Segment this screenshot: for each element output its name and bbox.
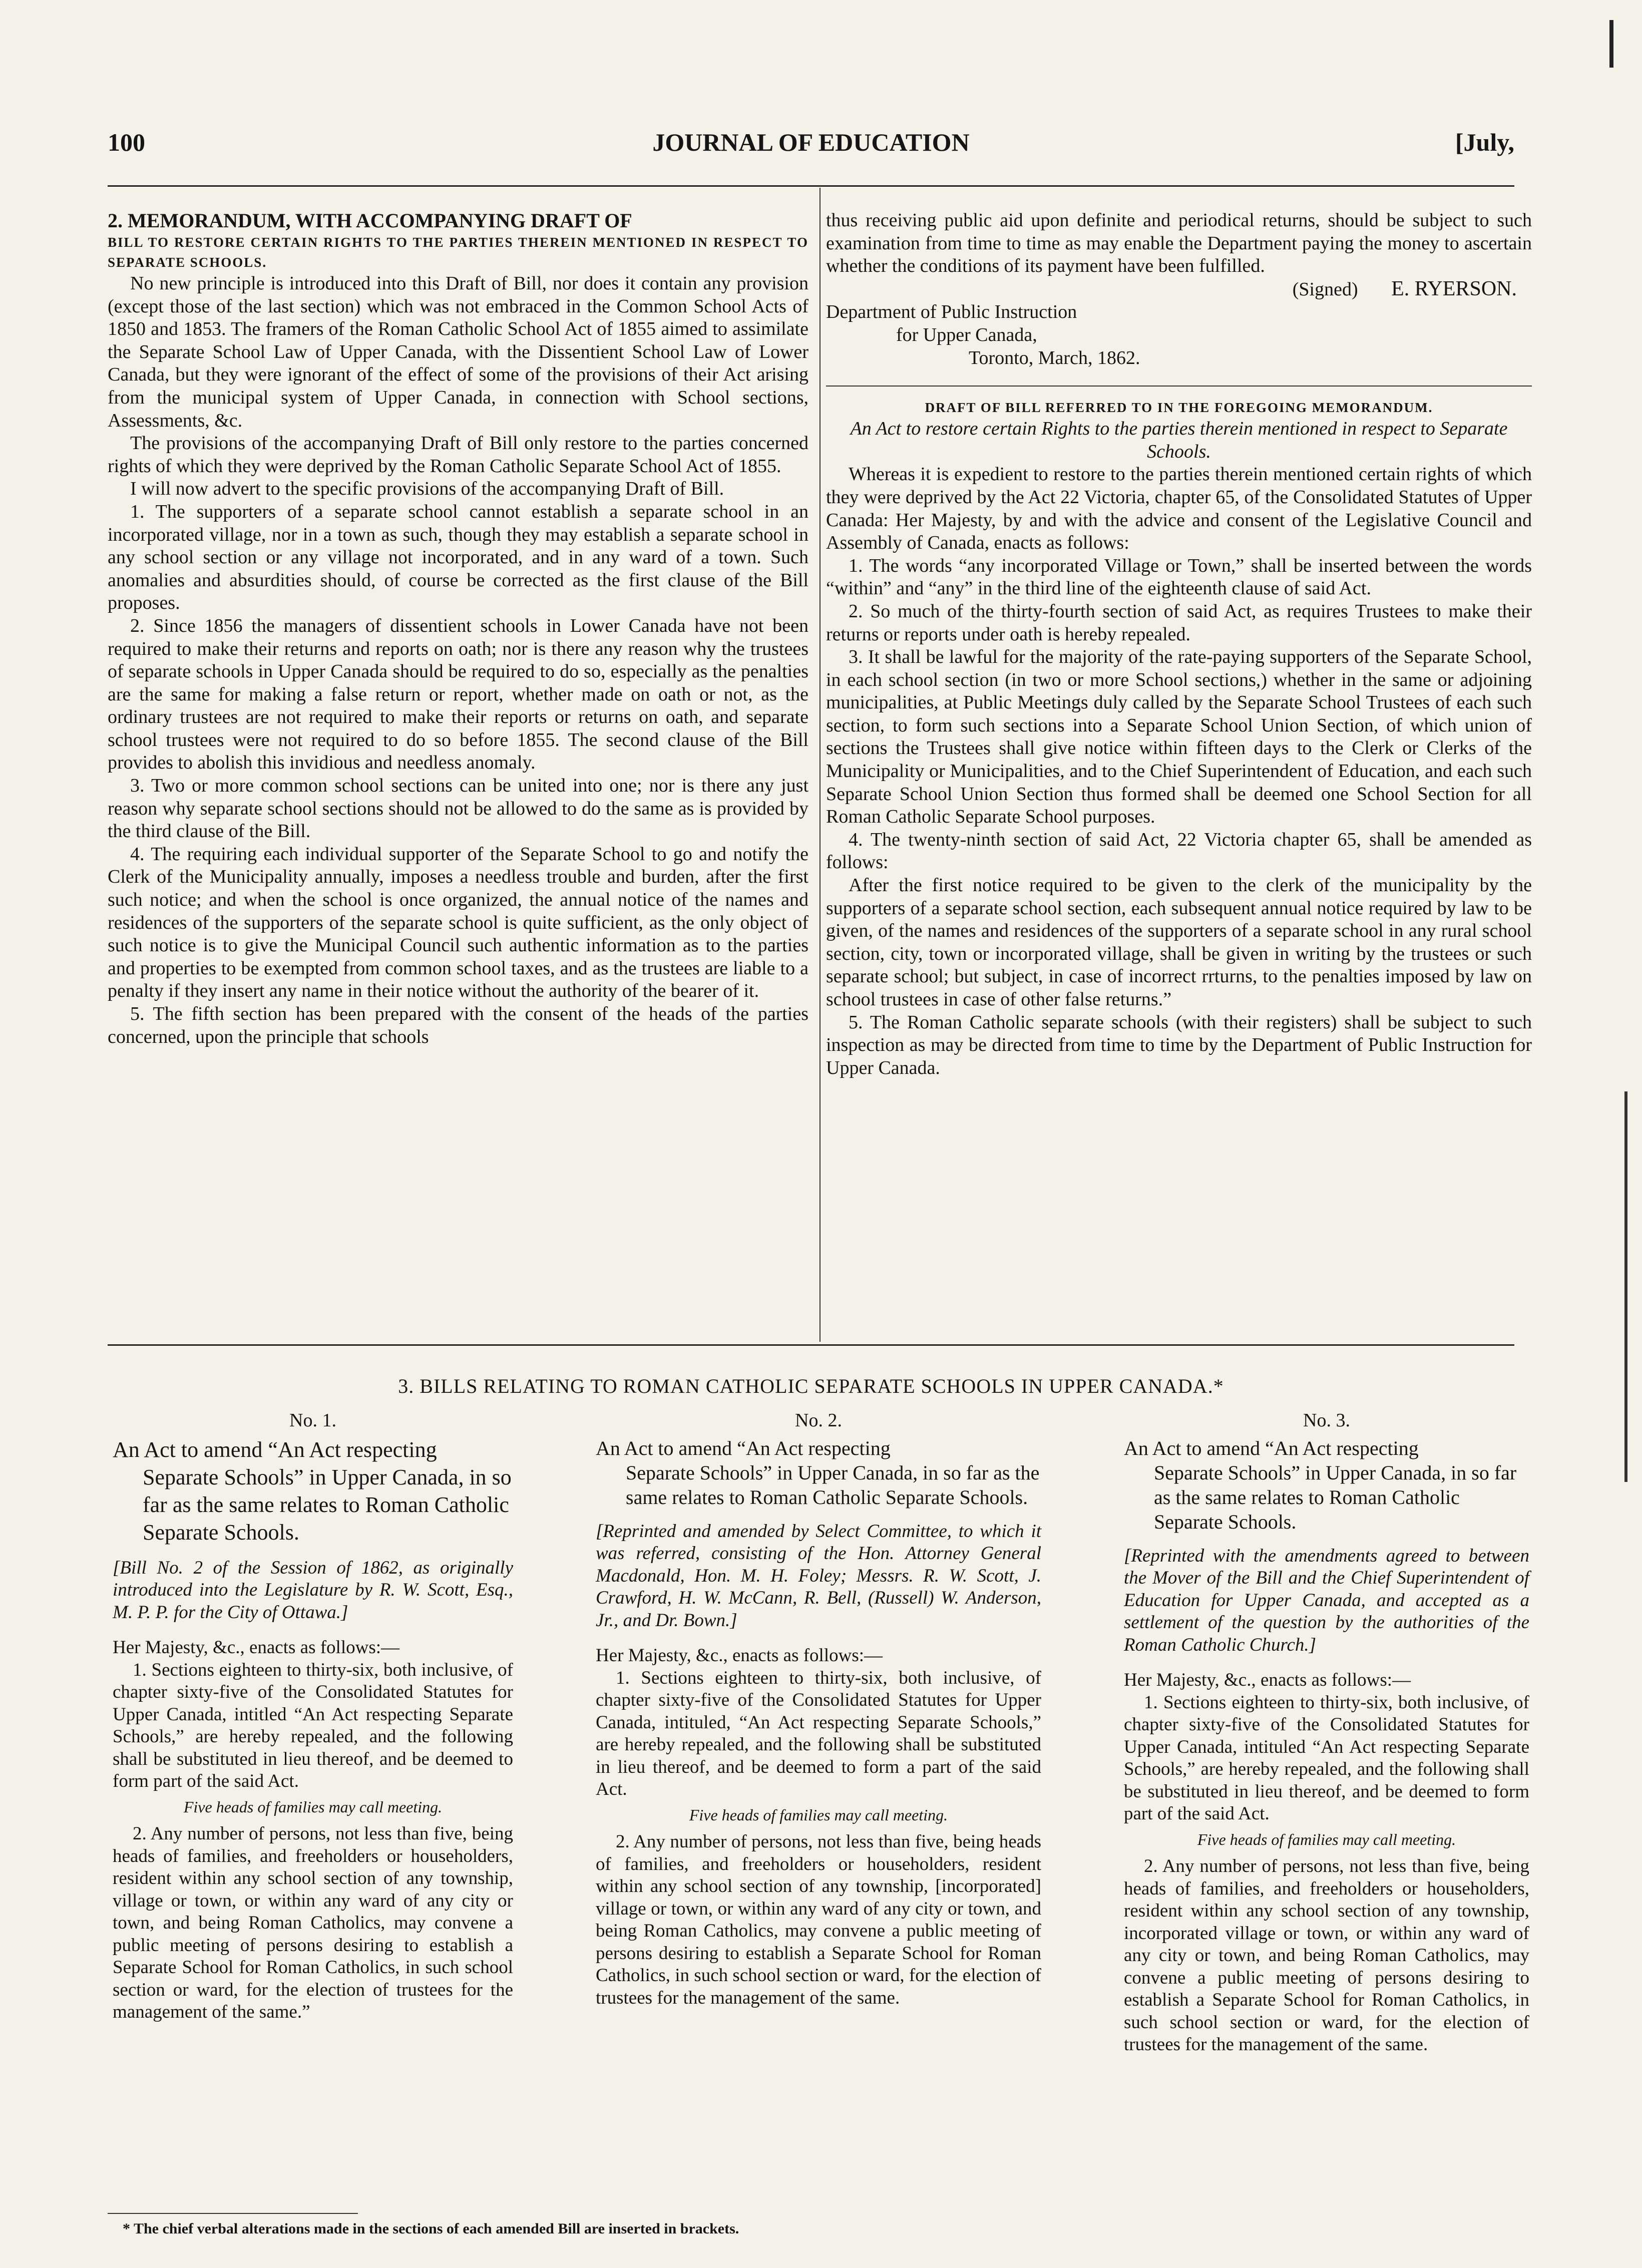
bill-note: [Bill No. 2 of the Session of 1862, as originally introduced into the Legislature by R. W. Scott, Esq., M. P. P. for the City of Ottawa.] [113,1557,513,1623]
memorandum-heading: 2. MEMORANDUM, WITH ACCOMPANYING DRAFT OF [108,209,632,232]
bill-title-line: An Act to amend “An Act respecting [113,1437,437,1462]
bill-title-line: An Act to amend “An Act respecting [1124,1436,1419,1459]
memorandum-paragraph: No new principle is introduced into this Draft of Bill, nor does it contain any provision (except those of the last section) which was not embraced in the Common School Acts of 1850 and 1853. The framers of the Roman Catholic School Act of 1855 aimed to assimilate the Separate School Law of Upper Canada, with the Dissentient School Law of Lower Canada, but they were ignorant of the effect of some of the provisions of their Act arising from the municipal system of Upper Canada, in connection with School sections, Assessments, &c. [108,273,808,431]
bill-section: 1. Sections eighteen to thirty-six, both inclusive, of chapter sixty-five of the Consolidated Statutes for Upper Canada, intitled “An Act respecting Separate Schools,” are hereby repealed, and the following shall be substituted in lieu thereof, and be deemed to form part of the said Act. [113,1659,513,1791]
bill-title-rest: Separate Schools” in Upper Canada, in so far as the same relates to Roman Catholic Separate Schools. [1154,1461,1517,1533]
draft-bill-paragraph: 2. So much of the thirty-fourth section of said Act, as requires Trustees to make their returns or reports under oath is hereby repealed. [826,600,1532,645]
draft-bill-heading: DRAFT OF BILL REFERRED TO IN THE FOREGOING MEMORANDUM. [925,400,1433,416]
edge-mark [1624,1091,1627,1482]
enacting-clause: Her Majesty, &c., enacts as follows:— [1124,1670,1411,1690]
department-line: Department of Public Instruction [826,301,1077,323]
bill-column-2 [596,1409,1041,2009]
side-heading: Five heads of families may call meeting. [1197,1830,1456,1848]
date-line: Toronto, March, 1862. [969,347,1140,368]
bill-title-line: An Act to amend “An Act respecting [596,1436,891,1459]
memorandum-paragraph: The provisions of the accompanying Draft of Bill only restore to the parties concerned rights of which they were deprived by the Roman Catholic Separate School Act of 1855. [108,433,808,477]
side-heading: Five heads of families may call meeting. [183,1797,443,1816]
edge-mark [1609,20,1613,68]
memorandum-paragraph: 5. The fifth section has been prepared with the consent of the heads of the parties concerned, upon the principle that schools [108,1003,808,1047]
bill-title-rest: Separate Schools” in Upper Canada, in so far as the same relates to Roman Catholic Separate Schools. [626,1461,1040,1508]
department-line: for Upper Canada, [896,324,1037,345]
draft-bill-paragraph: 5. The Roman Catholic separate schools (with their registers) shall be subject to such inspection as may be directed from time to time by the Department of Public Instruction for Upper Canada. [826,1011,1532,1078]
bill-section: 1. Sections eighteen to thirty-six, both inclusive, of chapter sixty-five of the Consolidated Statutes for Upper Canada, intituled “An Act respecting Separate Schools,” are hereby repealed, and the following shall be substituted in lieu thereof, and be deemed to form part of the said Act. [1124,1692,1529,1824]
draft-bill-paragraph: Whereas it is expedient to restore to the parties therein mentioned certain rights of which they were deprived by the Act 22 Victoria, chapter 65, of the Consolidated Statutes of Upper Canada: Her Majesty, by and with the advice and consent of the Legislative Council and Assembly of Canada, enacts as follows: [826,464,1532,554]
header-rule [108,185,1514,187]
bill-number: No. 3. [1303,1410,1350,1431]
bills-section-heading: 3. BILLS RELATING TO ROMAN CATHOLIC SEPARATE SCHOOLS IN UPPER CANADA.* [398,1375,1224,1397]
draft-bill-column [826,209,1532,1079]
memorandum-paragraph: 2. Since 1856 the managers of dissentient schools in Lower Canada have not been required to make their returns and reports on oath; nor is there any reason why the trustees of separate schools in Upper Canada should be required to do so, especially as the penalties are the same for making a false return or report, whether made on oath or not, as the ordinary trustees are not required to make their reports or returns on oath, and separate school trustees were not required to do so before 1855. The second clause of the Bill provides to abolish this invidious and needless anomaly. [108,615,808,774]
running-header [108,128,1514,168]
draft-bill-paragraph: 1. The words “any incorporated Village or Town,” shall be inserted between the words “within” and “any” in the third line of the eighteenth clause of said Act. [826,555,1532,599]
bill-title-rest: Separate Schools” in Upper Canada, in so far as the same relates to Roman Catholic Separate Schools. [143,1464,512,1545]
memorandum-column [108,209,808,1048]
memorandum-paragraph: 1. The supporters of a separate school cannot establish a separate school in an incorporated village, nor in a town as such, though they may establish a separate school in any school section or any village not incorporated, and in any ward of a town. Such anomalies and absurdities should, of course be corrected as the first clause of the Bill proposes. [108,501,808,614]
bill-section: 2. Any number of persons, not less than five, being heads of families, and freeholders or householders, resident within any school section of any township, village or town, or within any ward of any city or town, and being Roman Catholics, may convene a public meeting of persons desiring to establish a Separate School for Roman Catholics, in such school section or ward, for the election of trustees for the management of the same.” [113,1823,513,2022]
memorandum-continuation: thus receiving public aid upon definite and periodical returns, should be subject to such examination from time to time as may enable the Department paying the money to ascertain whether the conditions of its payment have been fulfilled. [826,210,1532,277]
footnote-rule [108,2213,358,2214]
signature-line [826,278,1532,301]
bill-note: [Reprinted with the amendments agreed to between the Mover of the Bill and the Chief Superintendent of Education for Upper Canada, and accepted as a settlement of the question by the authorities of the Roman Catholic Church.] [1124,1545,1529,1655]
bill-column-1 [113,1409,513,2024]
enacting-clause: Her Majesty, &c., enacts as follows:— [596,1645,883,1666]
section-divider-rule [108,1344,1514,1346]
draft-bill-paragraph: 4. The twenty-ninth section of said Act, 22 Victoria chapter 65, shall be amended as follows: [826,829,1532,873]
memorandum-paragraph: I will now advert to the specific provisions of the accompanying Draft of Bill. [130,478,724,500]
bill-title [1124,1436,1529,1534]
issue-month: [July, [1455,128,1514,156]
bill-number: No. 1. [289,1410,336,1431]
bill-title [596,1436,1041,1509]
draft-bill-title: An Act to restore certain Rights to the parties therein mentioned in respect to Separate Schools. [850,418,1508,462]
bill-number: No. 2. [795,1410,842,1431]
section-rule [826,386,1532,387]
bill-note: [Reprinted and amended by Select Committee, to which it was referred, consisting of the Hon. Attorney General Macdonald, Hon. M. H. Foley; Messrs. R. W. Scott, J. Crawford, H. W. McCann, R. Bell, (Russell) W. Anderson, Jr., and Dr. Bown.] [596,1521,1041,1631]
draft-bill-paragraph: After the first notice required to be given to the clerk of the municipality by the supporters of a separate school section, each subsequent annual notice required by law to be given, of the names and residences of the supporters of a separate school in any rural school section, city, town or incorporated village, shall be given in writing by the trustees or such separate school; but subject, in case of incorrect rrturns, to the penalties imposed by law on school trustees in case of other false returns.” [826,875,1532,1010]
bill-column-3 [1124,1409,1529,2056]
signer-name: E. RYERSON. [1391,277,1517,300]
journal-title: JOURNAL OF EDUCATION [652,128,970,156]
memorandum-paragraph: 3. Two or more common school sections can be united into one; nor is there any just reason why separate school sections should not be allowed to do the same as is provided by the third clause of the Bill. [108,775,808,842]
footnote: * The chief verbal alterations made in the sections of each amended Bill are inserted in brackets. [123,2220,739,2237]
signed-label: (Signed) [1292,278,1358,300]
draft-bill-paragraph: 3. It shall be lawful for the majority of the rate-paying supporters of the Separate School, in each school section (in two or more School sections,) whether in the same or adjoining municipalities, at Public Meetings duly called by the Separate School Trustees of each such section, to form such sections into a Separate School Union Section, of which union of sections the Trustees shall give notice within fifteen days to the Clerk or Clerks of the Municipality or Municipalities, and to the Chief Superintendent of Education, and each such Separate School Union Section thus formed shall be deemed one School Section for all Roman Catholic Separate School purposes. [826,646,1532,828]
bill-section: 2. Any number of persons, not less than five, being heads of families, and freeholders or householders, resident within any school section of any township, incorporated village or town, or within any ward of any city or town, and being Roman Catholics, may convene a public meeting of persons desiring to establish a Separate School for Roman Catholics, in such school section or ward, for the election of trustees for the management of the same. [1124,1856,1529,2055]
enacting-clause: Her Majesty, &c., enacts as follows:— [113,1637,400,1658]
bill-title [113,1436,513,1546]
bill-section: 1. Sections eighteen to thirty-six, both inclusive, of chapter sixty-five of the Consolidated Statutes for Upper Canada, intituled, “An Act respecting Separate Schools,” are hereby repealed, and the following shall be substituted in lieu thereof, and be deemed to form a part of the said Act. [596,1667,1041,1799]
bill-section: 2. Any number of persons, not less than five, being heads of families, and freeholders or householders, resident within any school section of any township, [incorporated] village or town, or within any ward of any city or town, and being Roman Catholics, may convene a public meeting of persons desiring to establish a Separate School for Roman Catholics, in such school section or ward, for the election of trustees for the management of the same. [596,1831,1041,2008]
column-divider [819,188,820,1342]
memorandum-subheading: BILL TO RESTORE CERTAIN RIGHTS TO THE PARTIES THEREIN MENTIONED IN RESPECT TO SEPARATE SCHOOLS. [108,235,808,270]
page-number: 100 [108,128,145,156]
memorandum-paragraph: 4. The requiring each individual supporter of the Separate School to go and notify the Clerk of the Municipality annually, imposes a needless trouble and burden, after the first such notice; and when the school is once organized, the annual notice of the names and residences of the supporters of the separate school is quite sufficient, as the only object of such notice is to give the Municipal Council such authentic information as to the parties and properties to be exempted from common school taxes, and as the trustees are liable to a penalty if they insert any name in their notice without the authority of the bearer of it. [108,843,808,1002]
side-heading: Five heads of families may call meeting. [689,1805,948,1824]
